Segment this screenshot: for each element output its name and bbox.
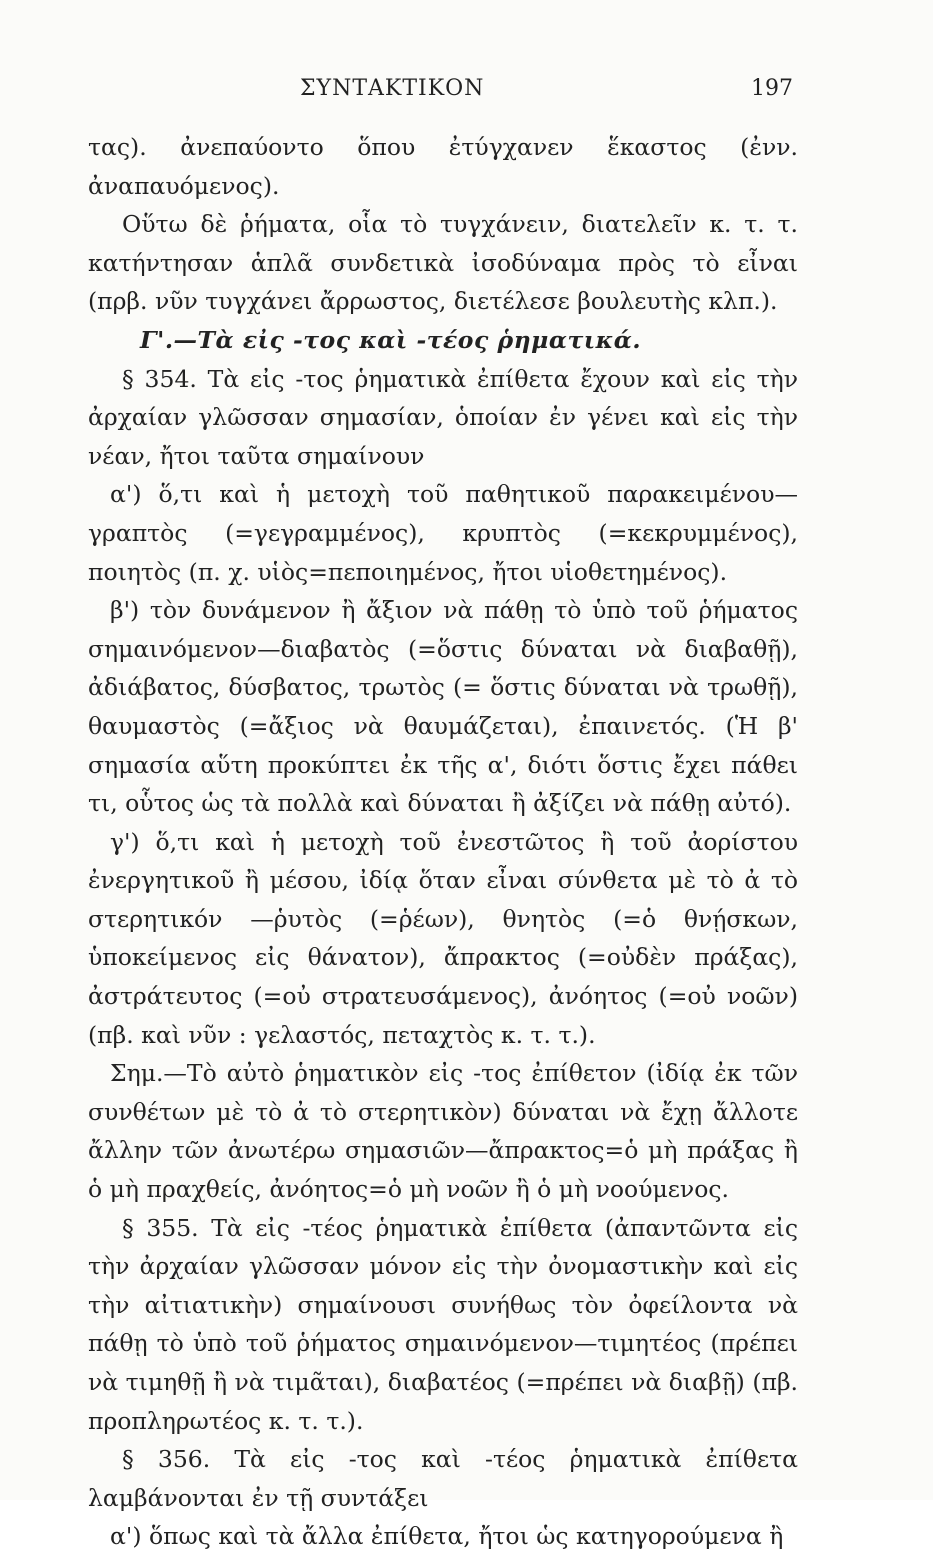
paragraph-verbs: Οὕτω δὲ ῥήματα, οἷα τὸ τυγχάνειν, διατελεῖν κ. τ. τ. κατήντησαν ἁπλᾶ συνδετικὰ ἰσοδύναμα πρὸς τὸ εἶναι (πρβ. νῦν τυγχάνει ἄρρωστος, διετέλεσε βουλευτὴς κλπ.). (88, 210, 798, 316)
section-354: § 354. Τὰ εἰς -τος ῥηματικὰ ἐπίθετα ἔχουν καὶ εἰς τὴν ἀρχαίαν γλῶσσαν σημασίαν, ὁποίαν ἐν γένει καὶ εἰς τὴν νέαν, ἤτοι ταῦτα σημαίνουν (88, 364, 798, 470)
note-paragraph: Σημ.—Τὸ αὐτὸ ῥηματικὸν εἰς -τος ἐπίθετον (ἰδίᾳ ἐκ τῶν συνθέτων μὲ τὸ ἀ τὸ στερητικὸν) δύναται νὰ ἔχῃ ἄλλοτε ἄλλην τῶν ἀνωτέρω σημασιῶν—ἄπρακτος=ὁ μὴ πράξας ἢ ὁ μὴ πραχθείς, ἀνόητος=ὁ μὴ νοῶν ἢ ὁ μὴ νοούμενος. (88, 1059, 798, 1204)
section-354-item-b: β') τὸν δυνάμενον ἢ ἄξιον νὰ πάθῃ τὸ ὑπὸ τοῦ ῥήματος σημαινόμενον—διαβατὸς (=ὅστις δύναται νὰ διαβαθῇ), ἀδιάβατος, δύσβατος, τρωτὸς (= ὅστις δύναται νὰ τρωθῇ), θαυμαστὸς (=ἄξιος νὰ θαυμάζεται), ἐπαινετός. (Ἡ β' σημασία αὕτη προκύπτει ἐκ τῆς α', διότι ὅστις ἔχει πάθει τι, οὗτος ὡς τὰ πολλὰ καὶ δύναται ἢ ἀξίζει νὰ πάθῃ αὐτό). (88, 596, 798, 818)
section-heading: Γ'.—Τὰ εἰς -τος καὶ -τέος ῥηματικά. (140, 325, 642, 354)
section-356-item-a: α') ὅπως καὶ τὰ ἄλλα ἐπίθετα, ἤτοι ὡς κατηγορούμενα ἢ (110, 1522, 784, 1551)
section-355: § 355. Τὰ εἰς -τέος ῥηματικὰ ἐπίθετα (ἀπαντῶντα εἰς τὴν ἀρχαίαν γλῶσσαν μόνον εἰς τὴν ὀνομαστικὴν καὶ εἰς τὴν αἰτιατικὴν) σημαίνουσι συνήθως τὸν ὀφείλοντα νὰ πάθῃ τὸ ὑπὸ τοῦ ῥήματος σημαινόμενον—τιμητέος (πρέπει νὰ τιμηθῇ ἢ νὰ τιμᾶται), διαβατέος (=πρέπει νὰ διαβῇ) (πβ. προπληρωτέος κ. τ. τ.). (88, 1213, 798, 1435)
section-354-item-c: γ') ὅ,τι καὶ ἡ μετοχὴ τοῦ ἐνεστῶτος ἢ τοῦ ἀορίστου ἐνεργητικοῦ ἢ μέσου, ἰδίᾳ ὅταν εἶναι σύνθετα μὲ τὸ ἀ τὸ στερητικόν —ῥυτὸς (=ῥέων), θνητὸς (=ὁ θνῄσκων, ὑποκείμενος εἰς θάνατον), ἄπρακτος (=οὐδὲν πράξας), ἀστράτευτος (=οὐ στρατευσάμενος), ἀνόητος (=οὐ νοῶν) (πβ. καὶ νῦν : γελαστός, πεταχτὸς κ. τ. τ.). (88, 827, 798, 1049)
running-head: ΣΥΝΤΑΚΤΙΚΟΝ (300, 76, 485, 101)
continuation-paragraph: τας). ἀνεπαύοντο ὅπου ἐτύγχανεν ἕκαστος (ἐνν. ἀναπαυόμενος). (88, 133, 798, 200)
section-354-item-a: α') ὅ,τι καὶ ἡ μετοχὴ τοῦ παθητικοῦ παρακειμένου—γραπτὸς (=γεγραμμένος), κρυπτὸς (=κεκρυμμένος), ποιητὸς (π. χ. υἱὸς=πεποιημένος, ἤτοι υἱοθετημένος). (88, 480, 798, 586)
page-body (88, 128, 798, 1556)
section-356: § 356. Τὰ εἰς -τος καὶ -τέος ῥηματικὰ ἐπίθετα λαμβάνονται ἐν τῇ συντάξει (88, 1445, 798, 1512)
page-header (0, 72, 933, 112)
page-number: 197 (751, 76, 793, 101)
